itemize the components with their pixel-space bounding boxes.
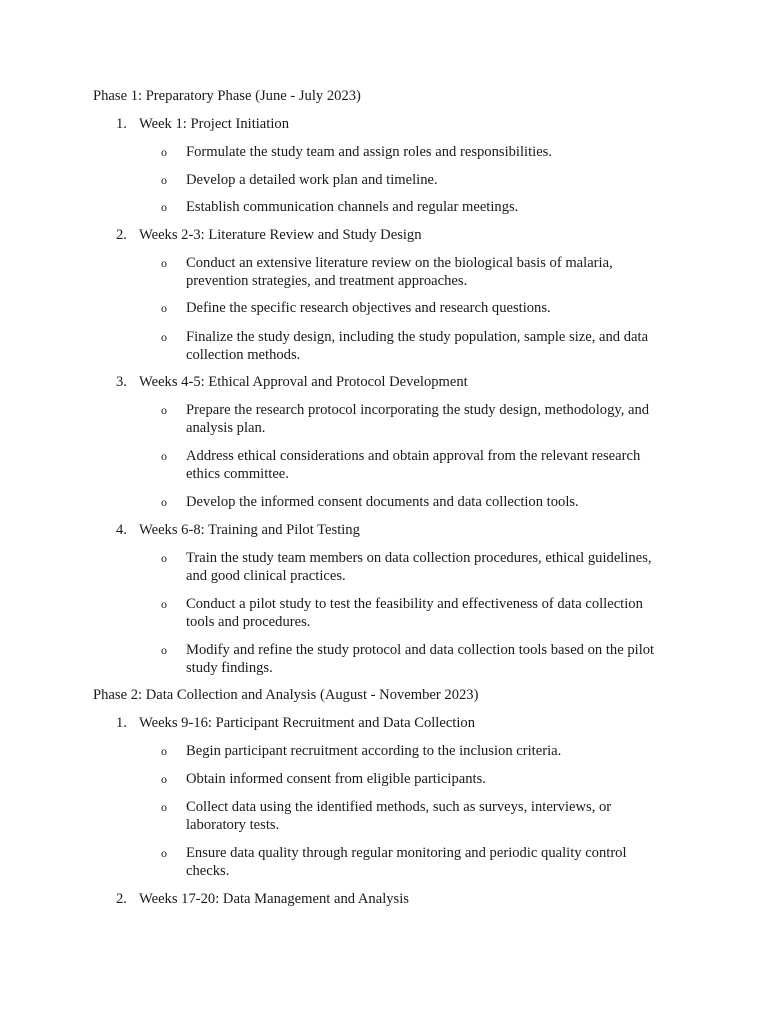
step-number: 1. (116, 715, 127, 731)
step-title: Weeks 9-16: Participant Recruitment and Data Collection (139, 715, 476, 731)
bullet-marker: o (161, 200, 167, 214)
list-item: o Begin participant recruitment according to the inclusion criteria. (161, 743, 562, 759)
step-number: 1. (116, 116, 127, 132)
step-title: Weeks 17-20: Data Management and Analysis (139, 891, 409, 907)
list-item: o Train the study team members on data collection procedures, ethical guidelines, and good clinical practices. (161, 550, 652, 584)
bullet-marker: o (161, 403, 167, 417)
list-item: o Define the specific research objectives and research questions. (161, 300, 551, 316)
bullet-marker: o (161, 330, 167, 344)
bullet-marker: o (161, 800, 167, 814)
list-item: o Address ethical considerations and obtain approval from the relevant research ethics committee. (161, 448, 641, 482)
phase-1-step-1 (116, 115, 289, 133)
bullet-marker: o (161, 846, 167, 860)
step-number: 2. (116, 227, 127, 243)
list-item: o Conduct an extensive literature review on the biological basis of malaria, prevention strategies, and treatment approaches. (161, 255, 613, 289)
list-item: o Develop a detailed work plan and timeline. (161, 172, 438, 188)
bullet-marker: o (161, 597, 167, 611)
list-item: o Obtain informed consent from eligible participants. (161, 771, 486, 787)
phase-1-step-2 (116, 226, 422, 244)
step-number: 4. (116, 522, 127, 538)
step-title: Weeks 4-5: Ethical Approval and Protocol Development (139, 374, 468, 390)
list-item: o Establish communication channels and regular meetings. (161, 199, 519, 215)
bullet-marker: o (161, 495, 167, 509)
phase-1-step-3 (116, 373, 468, 391)
bullet-marker: o (161, 449, 167, 463)
list-item: o Develop the informed consent documents and data collection tools. (161, 494, 579, 510)
list-item: o Formulate the study team and assign roles and responsibilities. (161, 144, 552, 160)
phase-2-step-2 (116, 890, 409, 908)
bullet-marker: o (161, 173, 167, 187)
phase-2-step-1 (116, 714, 475, 732)
list-item: o Finalize the study design, including the study population, sample size, and data collection methods. (161, 329, 649, 363)
list-item: o Conduct a pilot study to test the feasibility and effectiveness of data collection tools and procedures. (161, 596, 643, 630)
phase-2-heading: Phase 2: Data Collection and Analysis (August - November 2023) (93, 687, 479, 703)
step-number: 3. (116, 374, 127, 390)
list-item: o Collect data using the identified methods, such as surveys, interviews, or laboratory tests. (161, 799, 612, 833)
bullet-marker: o (161, 643, 167, 657)
step-number: 2. (116, 891, 127, 907)
bullet-marker: o (161, 301, 167, 315)
phase-1-heading: Phase 1: Preparatory Phase (June - July 2023) (93, 88, 361, 104)
list-item: o Prepare the research protocol incorporating the study design, methodology, and analysis plan. (161, 402, 650, 436)
step-title: Week 1: Project Initiation (139, 116, 289, 132)
bullet-marker: o (161, 551, 167, 565)
step-title: Weeks 2-3: Literature Review and Study Design (139, 227, 422, 243)
bullet-marker: o (161, 744, 167, 758)
bullet-marker: o (161, 145, 167, 159)
bullet-marker: o (161, 256, 167, 270)
step-title: Weeks 6-8: Training and Pilot Testing (139, 522, 360, 538)
list-item: o Ensure data quality through regular monitoring and periodic quality control checks. (161, 845, 627, 879)
list-item: o Modify and refine the study protocol and data collection tools based on the pilot study findings. (161, 642, 655, 676)
phase-1-step-4 (116, 521, 360, 539)
bullet-marker: o (161, 772, 167, 786)
